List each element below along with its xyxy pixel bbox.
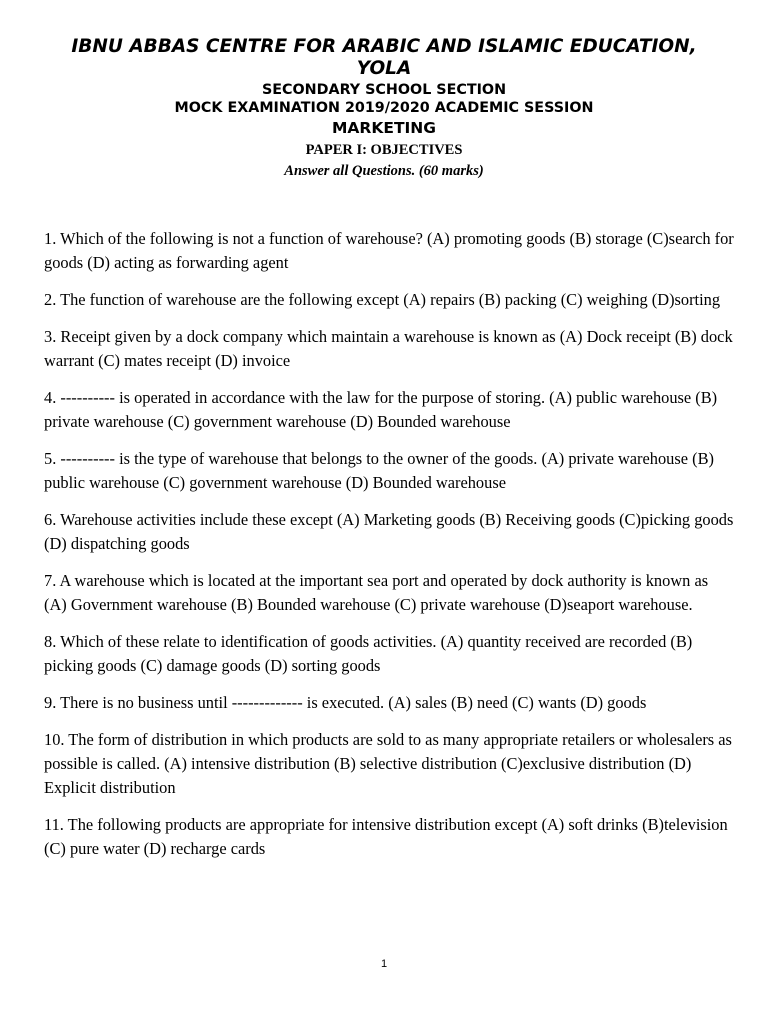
question-3: 3. Receipt given by a dock company which maintain a warehouse is known as (A) Dock receipt (B) dock warrant (C) mates receipt (D) invoice (44, 326, 733, 370)
subject-title: MARKETING (332, 119, 436, 137)
question-5: 5. ---------- is the type of warehouse that belongs to the owner of the goods. (A) private warehouse (B) public warehouse (C) government warehouse (D) Bounded warehouse (44, 448, 714, 492)
section-title: SECONDARY SCHOOL SECTION (261, 82, 507, 98)
question-8: 8. Which of these relate to identification of goods activities. (A) quantity received are recorded (B) picking goods (C) damage goods (D) sorting goods (44, 631, 693, 675)
question-4: 4. ---------- is operated in accordance with the law for the purpose of storing. (A) public warehouse (B) private warehouse (C) government warehouse (D) Bounded warehouse (44, 387, 718, 431)
paper-title: PAPER I: OBJECTIVES (305, 142, 463, 158)
question-9: 9. There is no business until ------------- is executed. (A) sales (B) need (C) wants (D) goods (44, 692, 647, 712)
school-name: IBNU ABBAS CENTRE FOR ARABIC AND ISLAMIC EDUCATION, YOLA (71, 36, 697, 79)
page-number: 1 (380, 958, 388, 970)
question-11: 11. The following products are appropriate for intensive distribution except (A) soft drinks (B)television (C) pure water (D) recharge cards (44, 814, 728, 858)
question-2: 2. The function of warehouse are the following except (A) repairs (B) packing (C) weighing (D)sorting (44, 290, 721, 309)
question-6: 6. Warehouse activities include these except (A) Marketing goods (B) Receiving goods (C)picking goods (D) dispatching goods (44, 509, 734, 553)
question-10: 10. The form of distribution in which products are sold to as many appropriate retailers or wholesalers as possible is called. (A) intensive distribution (B) selective distribution (C)exclusive distribution (D) Explicit distribution (44, 729, 732, 797)
question-list (44, 227, 734, 874)
question-7: 7. A warehouse which is located at the important sea port and operated by dock authority is known as (A) Government warehouse (B) Bounded warehouse (C) private warehouse (D)seaport warehouse. (44, 570, 709, 614)
question-1: 1. Which of the following is not a function of warehouse? (A) promoting goods (B) storage (C)search for goods (D) acting as forwarding agent (44, 229, 734, 273)
instructions: Answer all Questions. (60 marks) (284, 163, 484, 179)
exam-title: MOCK EXAMINATION 2019/2020 ACADEMIC SESSION (174, 100, 594, 116)
document-header (0, 36, 768, 181)
